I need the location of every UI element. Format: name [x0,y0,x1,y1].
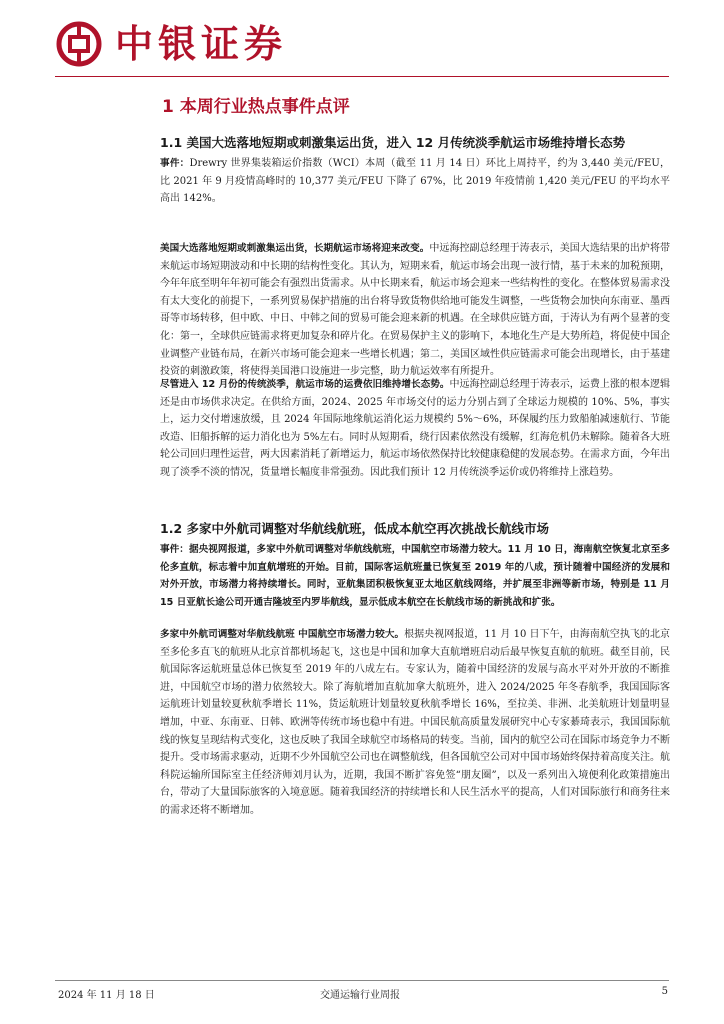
footer-divider [55,980,669,981]
event-text-bold: 事件：据央视网报道，多家中外航司调整对华航线航班，中国航空市场潜力较大。11 月 10 日，海南航空恢复北京至多伦多直航，标志着中加直航增班的开始。目前，国际客运航班量已恢复至 2019 年的八成，预计随着中国经济的发展和对外开放，市场潜力将持续增长。同时，亚航集团积极恢复亚太地区航线网络，并扩展至非洲等新市场，特别是 11 月 15 日亚航长途公司开通吉隆坡至内罗毕航线，显示低成本航空在长航线市场的新挑战和扩张。 [160,544,670,608]
bank-of-china-logo-icon [55,20,103,68]
brand-name: 中银证券 [115,21,288,66]
header-divider [55,76,669,77]
section-title: 1 本周行业热点事件点评 [162,97,350,117]
analysis-lead: 多家中外航司调整对华航线航班 中国航空市场潜力较大。 [160,629,405,640]
analysis-text: 中远海控副总经理于涛表示，美国大选结果的出炉将带来航运市场短期波动和中长期的结构性变化。其认为，短期来看，航运市场会出现一波行情，基于未来的加税预期，今年年底至明年年初可能会有强烈出货需求。从中长期来看，航运市场会迎来一些结构性的变化。在整体贸易需求没有太大变化的前提下，一系列贸易保护措施的出台将导致货物供给地可能发生调整，一些货物会加快向东南亚、墨西哥等市场转移，但中欧、中日、中韩之间的贸易可能会迎来新的机遇。在全球供应链方面，于涛认为有两个显著的变化：第一，全球供应链需求将更加复杂和碎片化。在贸易保护主义的影响下，本地化生产是大势所趋，将促使中国企业调整产业链布局，在新兴市场可能会迎来一些增长机遇；第二，美国区域性供应链需求可能会出现增长，由于基建投资的刺激政策，将使得美国港口设施进一步完整，助力航运效率有所提升。 [160,243,671,378]
event-paragraph-1 [160,155,670,208]
page-number: 5 [661,986,668,997]
report-header [55,18,287,70]
analysis-lead: 尽管进入 12 月份的传统淡季，航运市场的运费依旧维持增长态势。 [160,379,450,390]
event-paragraph-2 [160,541,670,611]
subsection-title-2: 1.2 多家中外航司调整对华航线航班，低成本航空再次挑战长航线市场 [160,521,549,536]
event-label: 事件： [160,158,190,169]
analysis-text: 中远海控副总经理于涛表示，运费上涨的根本逻辑还是由市场供求决定。在供给方面，2024、2025 年市场交付的运力分别占到了全球运力规模的 10%、5%，事实上，运力交付增速放缓，且 2024 年国际地缘航运消化运力规模约 5%～6%，环保履约压力致船舶减速航行、节能改造、旧船拆解的运力消化也为 5%左右。同时从短期看，绕行因素依然没有缓解，红海危机仍未解除。随着各大班轮公司回归理性运营，两大因素消耗了新增运力，航运市场依然保持比较健康稳健的发展态势。在需求方面，今年出现了淡季不淡的情况，货量增长幅度非常强劲。因此我们预计 12 月传统淡季运价或仍将维持上涨趋势。 [160,379,671,478]
footer-title: 交通运输行业周报 [320,990,400,1001]
footer-date: 2024 年 11 月 18 日 [58,990,155,1001]
analysis-paragraph-1 [160,240,670,381]
analysis-lead: 美国大选落地短期或刺激集运出货，长期航运市场将迎来改变。 [160,243,430,254]
analysis-text: 根据央视网报道，11 月 10 日下午，由海南航空执飞的北京至多伦多直飞的航班从北京首都机场起飞，这也是中国和加拿大直航增班启动后最早恢复直航的航班。截至目前，民航国际客运航班量总体已恢复至 2019 年的八成左右。专家认为，随着中国经济的发展与高水平对外开放的不断推进，中国航空市场的潜力依然较大。除了海航增加直航加拿大航班外，进入 2024/2025 年冬春航季，我国国际客运航班计划量较夏秋航季增长 11%，货运航班计划量较夏秋航季增长 16%，至拉美、非洲、北美航班计划量明显增加，中亚、东南亚、日韩、欧洲等传统市场也稳中有进。中国民航高质量发展研究中心专家綦琦表示，我国国际航线的恢复呈现结构式变化，这也反映了我国全球航空市场格局的转变。当前，国内的航空公司在国际市场竞争力不断提升。受市场需求驱动，近期不少外国航空公司也在调整航线，但各国航空公司对中国市场始终保持着高度关注。航科院运输所国际室主任经济师刘月认为，近期，我国不断扩容免签“朋友圈”，以及一系列出入境便利化政策措施出台，带动了大量国际旅客的入境意愿。随着我国经济的持续增长和人民生活水平的提高，人们对国际旅行和商务往来的需求还将不断增加。 [160,629,670,816]
analysis-paragraph-2 [160,376,670,482]
event-text: Drewry 世界集装箱运价指数（WCI）本周（截至 11 月 14 日）环比上周持平，约为 3,440 美元/FEU，比 2021 年 9 月疫情高峰时的 10,377 美元/FEU 下降了 67%，比 2019 年疫情前 1,420 美元/FEU 的平均水平高出 142%。 [160,158,671,205]
analysis-paragraph-3 [160,626,670,820]
subsection-title-1: 1.1 美国大选落地短期或刺激集运出货，进入 12 月传统淡季航运市场维持增长态势 [160,135,626,150]
